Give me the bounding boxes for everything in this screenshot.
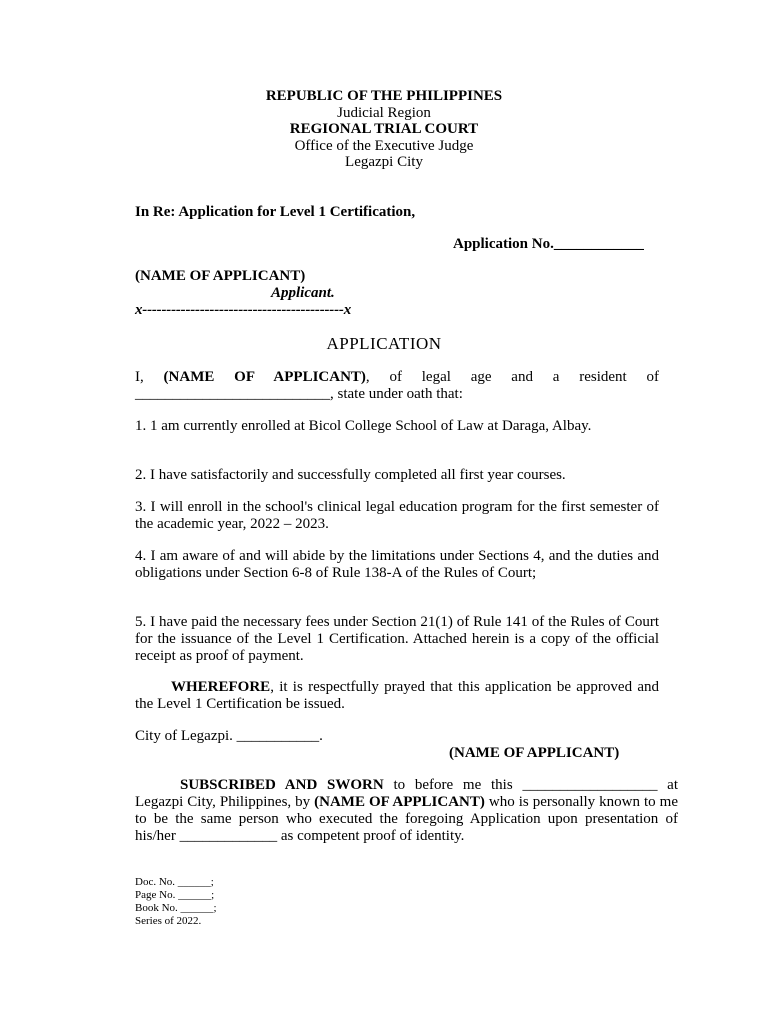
intro-paragraph xyxy=(135,369,659,403)
header-judicial-region: Judicial Region xyxy=(337,105,431,121)
header-city: Legazpi City xyxy=(345,154,423,170)
item-1: 1. 1 am currently enrolled at Bicol College School of Law at Daraga, Albay. xyxy=(135,418,592,434)
notarial-page-no: Page No. ______; xyxy=(135,889,215,901)
intro-applicant-name: (NAME OF APPLICANT) xyxy=(163,369,366,385)
intro-line-1: I, (NAME OF APPLICANT), of legal age and a resident of xyxy=(135,369,659,385)
city-date-line: City of Legazpi. ___________. xyxy=(135,728,323,744)
jurat-date-blank: __________________ xyxy=(522,777,658,793)
header-court: REGIONAL TRIAL COURT xyxy=(289,121,479,137)
header-republic: REPUBLIC OF THE PHILIPPINES xyxy=(265,88,503,104)
item-3: 3. I will enroll in the school's clinical legal education program for the first semester of the academic year, 2022 – 2023. xyxy=(135,499,659,532)
header-office: Office of the Executive Judge xyxy=(294,138,474,154)
signature-name: (NAME OF APPLICANT) xyxy=(449,745,620,761)
document-title: APPLICATION xyxy=(326,334,442,353)
jurat-paragraph: SUBSCRIBED AND SWORN to before me this __________________ at Legazpi City, Philippines, by (NAME OF APPLICANT) who is personally known to me to be the same person who executed the foregoing Application upon presentation of his/her _____________ as competent proof of identity. xyxy=(135,777,679,844)
notarial-doc-no: Doc. No. ______; xyxy=(135,876,214,888)
wherefore-label: WHEREFORE xyxy=(171,679,271,695)
jurat-id-blank: _____________ xyxy=(179,828,278,844)
caption-applicant-label: Applicant. xyxy=(271,285,335,301)
caption-applicant-name: (NAME OF APPLICANT) xyxy=(135,268,306,284)
notarial-book-no: Book No. ______; xyxy=(135,902,217,914)
item-4: 4. I am aware of and will abide by the limitations under Sections 4, and the duties and obligations under Section 6-8 of Rule 138-A of the Rules of Court; xyxy=(135,548,659,581)
intro-line-2: __________________________, state under oath that: xyxy=(135,386,463,402)
jurat-applicant-name: (NAME OF APPLICANT) xyxy=(314,794,485,810)
item-2: 2. I have satisfactorily and successfully completed all first year courses. xyxy=(135,467,566,483)
wherefore-paragraph: WHEREFORE, it is respectfully prayed that this application be approved and the Level 1 Certification be issued. xyxy=(135,679,659,712)
caption-in-re: In Re: Application for Level 1 Certification, xyxy=(135,204,416,220)
item-5: 5. I have paid the necessary fees under Section 21(1) of Rule 141 of the Rules of Court for the issuance of the Level 1 Certification. Attached herein is a copy of the official receipt as proof of payment. xyxy=(135,614,659,664)
notarial-series: Series of 2022. xyxy=(135,915,202,927)
caption-separator: x------------------------------------------x xyxy=(135,302,351,318)
caption-application-no: Application No.____________ xyxy=(453,236,644,252)
